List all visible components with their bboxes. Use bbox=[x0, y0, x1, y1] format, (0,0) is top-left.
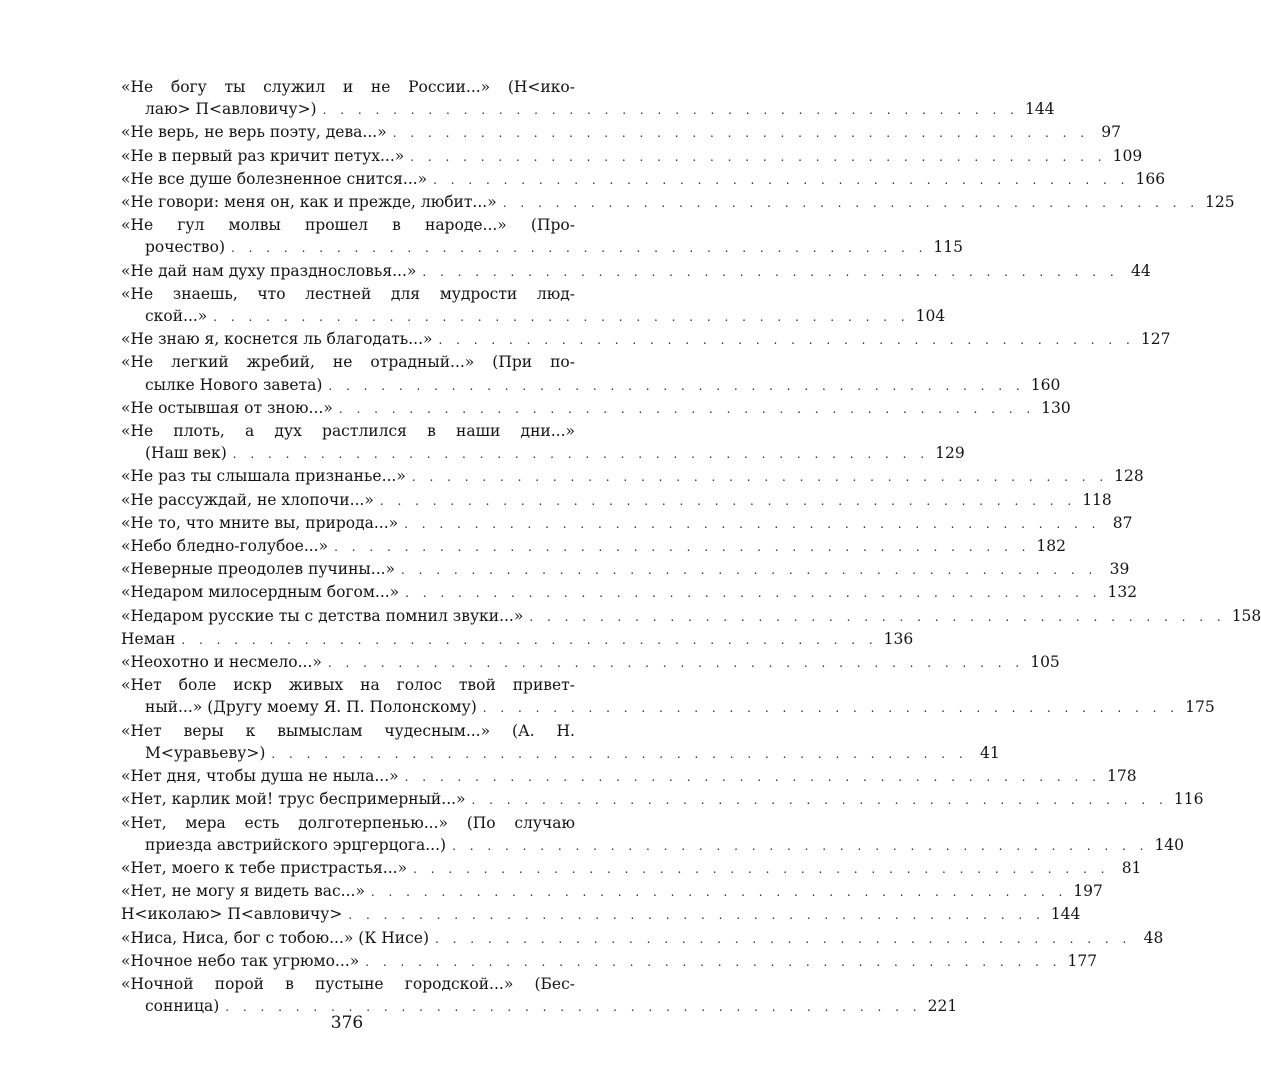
entry-line bbox=[121, 674, 575, 696]
dot-leader: . . . . . . . . . . . . . . . . . . . . . . . . . . . . . . . . . . . . . . . . bbox=[435, 931, 1132, 946]
entry-title: сонница) bbox=[145, 997, 220, 1016]
index-entry bbox=[121, 628, 914, 651]
entry-line bbox=[121, 442, 965, 465]
entry-title: «Нет, карлик мой! трус беспримерный...» bbox=[121, 790, 466, 809]
entry-page-number: 97 bbox=[1101, 123, 1122, 142]
entry-line bbox=[121, 328, 1171, 351]
entry-page-number: 41 bbox=[979, 743, 1000, 762]
entry-title: «Нет, моего к тебе пристрастья...» bbox=[121, 858, 408, 877]
entry-line bbox=[121, 581, 1138, 604]
dot-leader: . . . . . . . . . . . . . . . . . . . . . . . . . . . . . . . . . . . . . . . . bbox=[328, 378, 1025, 393]
entry-line bbox=[121, 742, 1000, 765]
entry-line bbox=[121, 788, 1204, 811]
entry-line bbox=[121, 260, 1151, 283]
dot-leader: . . . . . . . . . . . . . . . . . . . . . . . . . . . . . . . . . . . . . . . . bbox=[438, 333, 1135, 348]
entry-line bbox=[121, 145, 1143, 168]
entry-page-number: 118 bbox=[1082, 490, 1112, 509]
entry-page-number: 132 bbox=[1107, 583, 1138, 602]
entry-title: «Не гул молвы прошел в народе...» (Про- bbox=[121, 216, 575, 235]
dot-leader: . . . . . . . . . . . . . . . . . . . . . . . . . . . . . . . . . . . . . . . . bbox=[231, 241, 928, 256]
entry-title: «Неверные преодолев пучины...» bbox=[121, 560, 396, 579]
dot-leader: . . . . . . . . . . . . . . . . . . . . . . . . . . . . . . . . . . . . . . . . bbox=[404, 770, 1101, 785]
entry-title: Неман bbox=[121, 629, 176, 648]
dot-leader: . . . . . . . . . . . . . . . . . . . . . . . . . . . . . . . . . . . . . . . . bbox=[370, 885, 1068, 900]
dot-leader: . . . . . . . . . . . . . . . . . . . . . . . . . . . . . . . . . . . . . . . . bbox=[327, 656, 1025, 671]
dot-leader: . . . . . . . . . . . . . . . . . . . . . . . . . . . . . . . . . . . . . . . . bbox=[181, 632, 878, 647]
entry-line bbox=[121, 214, 575, 236]
entry-title: «Не говори: меня он, как и прежде, любит...» bbox=[121, 193, 497, 212]
entry-page-number: 136 bbox=[883, 629, 914, 648]
entry-line bbox=[121, 720, 575, 742]
dot-leader: . . . . . . . . . . . . . . . . . . . . . . . . . . . . . . . . . . . . . . . . bbox=[404, 516, 1101, 531]
entry-line bbox=[121, 558, 1130, 581]
entry-page-number: 160 bbox=[1030, 375, 1061, 394]
index-entry bbox=[121, 973, 958, 1018]
entry-line bbox=[121, 489, 1112, 512]
entry-page-number: 197 bbox=[1073, 882, 1103, 901]
entry-title: «Не остывшая от зною...» bbox=[121, 398, 333, 417]
entry-line bbox=[121, 605, 1261, 628]
entry-title: «Не рассуждай, не хлопочи...» bbox=[121, 490, 374, 509]
entry-line bbox=[121, 765, 1137, 788]
entry-page-number: 178 bbox=[1106, 767, 1137, 786]
dot-leader: . . . . . . . . . . . . . . . . . . . . . . . . . . . . . . . . . . . . . . . . bbox=[401, 563, 1098, 578]
dot-leader: . . . . . . . . . . . . . . . . . . . . . . . . . . . . . . . . . . . . . . . . bbox=[365, 954, 1062, 969]
index-entry bbox=[121, 191, 1235, 214]
entry-page-number: 144 bbox=[1050, 905, 1081, 924]
entry-title: «Не легкий жребий, не отрадный...» (При по- bbox=[121, 353, 575, 372]
dot-leader: . . . . . . . . . . . . . . . . . . . . . . . . . . . . . . . . . . . . . . . . bbox=[411, 470, 1109, 485]
entry-line bbox=[121, 374, 1061, 397]
dot-leader: . . . . . . . . . . . . . . . . . . . . . . . . . . . . . . . . . . . . . . . . bbox=[413, 861, 1110, 876]
index-entry bbox=[121, 812, 1185, 857]
index-entry bbox=[121, 788, 1204, 811]
entry-page-number: 221 bbox=[927, 997, 958, 1016]
dot-leader: . . . . . . . . . . . . . . . . . . . . . . . . . . . . . . . . . . . . . . . . bbox=[338, 401, 1036, 416]
entry-line bbox=[121, 834, 1185, 857]
entry-title: «Нет веры к вымыслам чудесным...» (А. Н. bbox=[121, 721, 575, 740]
index-entry bbox=[121, 420, 965, 465]
entry-page-number: 116 bbox=[1173, 790, 1204, 809]
entry-line bbox=[121, 973, 575, 995]
index-entry bbox=[121, 145, 1143, 168]
dot-leader: . . . . . . . . . . . . . . . . . . . . . . . . . . . . . . . . . . . . . . . . bbox=[405, 586, 1102, 601]
entry-line bbox=[121, 121, 1122, 144]
entry-title: сылке Нового завета) bbox=[145, 375, 323, 394]
entry-line bbox=[121, 651, 1060, 674]
entry-title: «Не богу ты служил и не России...» (Н<ико- bbox=[121, 78, 575, 96]
index-entry bbox=[121, 397, 1071, 420]
entry-page-number: 129 bbox=[935, 444, 965, 463]
index-entry bbox=[121, 351, 1061, 396]
index-entry bbox=[121, 765, 1137, 788]
entry-line bbox=[121, 351, 575, 373]
entry-title: «Не плоть, а дух растлился в наши дни...» bbox=[121, 422, 575, 441]
entry-title: «Небо бледно-голубое...» bbox=[121, 537, 329, 556]
entry-title: «Ночной порой в пустыне городской...» (Бес- bbox=[121, 974, 575, 993]
entry-title: «Неохотно и несмело...» bbox=[121, 653, 322, 672]
entry-line bbox=[121, 168, 1166, 191]
entry-title: «Не верь, не верь поэту, дева...» bbox=[121, 123, 387, 142]
entry-title: рочество) bbox=[145, 238, 226, 257]
page-number: 376 bbox=[330, 1013, 364, 1033]
entry-title: ской...» bbox=[145, 307, 208, 326]
entry-line bbox=[121, 465, 1144, 488]
index-entry bbox=[121, 857, 1142, 880]
dot-leader: . . . . . . . . . . . . . . . . . . . . . . . . . . . . . . . . . . . . . . . . bbox=[529, 609, 1226, 624]
entry-title: приезда австрийского эрцгерцога...) bbox=[145, 835, 447, 854]
entry-page-number: 166 bbox=[1135, 169, 1166, 188]
index-entry bbox=[121, 260, 1151, 283]
entry-title: «Нет, не могу я видеть вас...» bbox=[121, 882, 365, 901]
entry-line bbox=[121, 283, 575, 305]
entry-line bbox=[121, 903, 1081, 926]
entry-line bbox=[121, 512, 1133, 535]
index-entry bbox=[121, 927, 1164, 950]
entry-title: Н<иколаю> П<авловичу> bbox=[121, 905, 343, 924]
dot-leader: . . . . . . . . . . . . . . . . . . . . . . . . . . . . . . . . . . . . . . . . bbox=[482, 701, 1180, 716]
dot-leader: . . . . . . . . . . . . . . . . . . . . . . . . . . . . . . . . . . . . . . . . bbox=[232, 447, 930, 462]
dot-leader: . . . . . . . . . . . . . . . . . . . . . . . . . . . . . . . . . . . . . . . . bbox=[452, 838, 1149, 853]
index-entry bbox=[121, 605, 1261, 628]
index-entry bbox=[121, 76, 1055, 121]
dot-leader: . . . . . . . . . . . . . . . . . . . . . . . . . . . . . . . . . . . . . . . . bbox=[271, 746, 968, 761]
dot-leader: . . . . . . . . . . . . . . . . . . . . . . . . . . . . . . . . . . . . . . . . bbox=[433, 172, 1130, 187]
entry-line bbox=[121, 420, 575, 442]
entry-title: лаю> П<авловичу>) bbox=[145, 100, 317, 119]
entry-page-number: 125 bbox=[1205, 193, 1235, 212]
entry-title: «Ночное небо так угрюмо...» bbox=[121, 951, 360, 970]
entry-title: «Не знаю я, коснется ль благодать...» bbox=[121, 330, 433, 349]
entry-title: (Наш век) bbox=[145, 444, 227, 463]
entry-page-number: 127 bbox=[1140, 330, 1171, 349]
entry-title: «Не в первый раз кричит петух...» bbox=[121, 146, 405, 165]
entry-line bbox=[121, 191, 1235, 214]
entry-line bbox=[121, 76, 575, 98]
entry-line bbox=[121, 305, 946, 328]
index-entry bbox=[121, 283, 946, 328]
entry-title: «Не дай нам духу празднословья...» bbox=[121, 261, 417, 280]
index-entry bbox=[121, 535, 1067, 558]
entry-title: «Не то, что мните вы, природа...» bbox=[121, 513, 399, 532]
entry-page-number: 182 bbox=[1036, 537, 1067, 556]
entry-title: «Нет боле искр живых на голос твой привет- bbox=[121, 676, 575, 695]
entry-page-number: 130 bbox=[1041, 398, 1071, 417]
entry-line bbox=[121, 535, 1067, 558]
entry-line bbox=[121, 628, 914, 651]
index-entry bbox=[121, 489, 1112, 512]
entry-page-number: 109 bbox=[1112, 146, 1143, 165]
index-entry bbox=[121, 950, 1098, 973]
index-entry bbox=[121, 121, 1122, 144]
index-entry bbox=[121, 168, 1166, 191]
entry-line bbox=[121, 696, 1215, 719]
entry-title: «Ниса, Ниса, бог с тобою...» (К Нисе) bbox=[121, 928, 430, 947]
entry-page-number: 144 bbox=[1024, 100, 1055, 119]
entry-page-number: 39 bbox=[1109, 560, 1130, 579]
dot-leader: . . . . . . . . . . . . . . . . . . . . . . . . . . . . . . . . . . . . . . . . bbox=[213, 310, 910, 325]
entry-page-number: 175 bbox=[1185, 698, 1215, 717]
dot-leader: . . . . . . . . . . . . . . . . . . . . . . . . . . . . . . . . . . . . . . . . bbox=[334, 540, 1031, 555]
entry-line bbox=[121, 236, 963, 259]
entry-title: «Не раз ты слышала признанье...» bbox=[121, 467, 406, 486]
dot-leader: . . . . . . . . . . . . . . . . . . . . . . . . . . . . . . . . . . . . . . . . bbox=[322, 103, 1019, 118]
entry-title: «Нет, мера есть долготерпенью...» (По случаю bbox=[121, 813, 575, 832]
dot-leader: . . . . . . . . . . . . . . . . . . . . . . . . . . . . . . . . . . . . . . . . bbox=[422, 264, 1119, 279]
dot-leader: . . . . . . . . . . . . . . . . . . . . . . . . . . . . . . . . . . . . . . . . bbox=[225, 1000, 922, 1015]
entry-line bbox=[121, 397, 1071, 420]
entry-page-number: 140 bbox=[1154, 835, 1185, 854]
entry-line bbox=[121, 98, 1055, 121]
index-entry bbox=[121, 214, 963, 259]
index-entry bbox=[121, 720, 1000, 765]
index-entry bbox=[121, 581, 1138, 604]
entry-title: «Недаром русские ты с детства помнил звуки...» bbox=[121, 606, 524, 625]
index-entry bbox=[121, 512, 1133, 535]
dot-leader: . . . . . . . . . . . . . . . . . . . . . . . . . . . . . . . . . . . . . . . . bbox=[410, 149, 1107, 164]
entry-page-number: 177 bbox=[1067, 951, 1098, 970]
entry-line bbox=[121, 857, 1142, 880]
entry-title: ный...» (Другу моему Я. П. Полонскому) bbox=[145, 698, 477, 717]
entry-line bbox=[121, 927, 1164, 950]
index-entry bbox=[121, 674, 1215, 719]
entry-page-number: 104 bbox=[915, 307, 946, 326]
dot-leader: . . . . . . . . . . . . . . . . . . . . . . . . . . . . . . . . . . . . . . . . bbox=[392, 126, 1090, 141]
entry-line bbox=[121, 950, 1098, 973]
entry-page-number: 128 bbox=[1114, 467, 1144, 486]
entry-page-number: 48 bbox=[1143, 928, 1164, 947]
entry-title: «Не знаешь, что лестней для мудрости люд- bbox=[121, 284, 575, 303]
entry-title: «Не все душе болезненное снится...» bbox=[121, 169, 428, 188]
dot-leader: . . . . . . . . . . . . . . . . . . . . . . . . . . . . . . . . . . . . . . . . bbox=[471, 793, 1168, 808]
entry-page-number: 44 bbox=[1130, 261, 1151, 280]
index-entry bbox=[121, 651, 1060, 674]
dot-leader: . . . . . . . . . . . . . . . . . . . . . . . . . . . . . . . . . . . . . . . . bbox=[348, 908, 1045, 923]
entry-page-number: 81 bbox=[1121, 858, 1142, 877]
index-entry bbox=[121, 328, 1171, 351]
index-entry bbox=[121, 558, 1130, 581]
dot-leader: . . . . . . . . . . . . . . . . . . . . . . . . . . . . . . . . . . . . . . . . bbox=[502, 196, 1200, 211]
dot-leader: . . . . . . . . . . . . . . . . . . . . . . . . . . . . . . . . . . . . . . . . bbox=[379, 493, 1077, 508]
entry-page-number: 105 bbox=[1030, 653, 1060, 672]
index-entry bbox=[121, 903, 1081, 926]
entry-title: «Недаром милосердным богом...» bbox=[121, 583, 400, 602]
entry-line bbox=[121, 812, 575, 834]
entry-page-number: 115 bbox=[933, 238, 963, 257]
index-entry bbox=[121, 880, 1103, 903]
entry-page-number: 87 bbox=[1112, 513, 1133, 532]
entry-title: «Нет дня, чтобы душа не ныла...» bbox=[121, 767, 399, 786]
entry-page-number: 158 bbox=[1231, 606, 1261, 625]
entry-title: М<уравьеву>) bbox=[145, 743, 266, 762]
index-of-first-lines bbox=[121, 76, 1261, 1018]
entry-line bbox=[121, 880, 1103, 903]
index-entry bbox=[121, 465, 1144, 488]
